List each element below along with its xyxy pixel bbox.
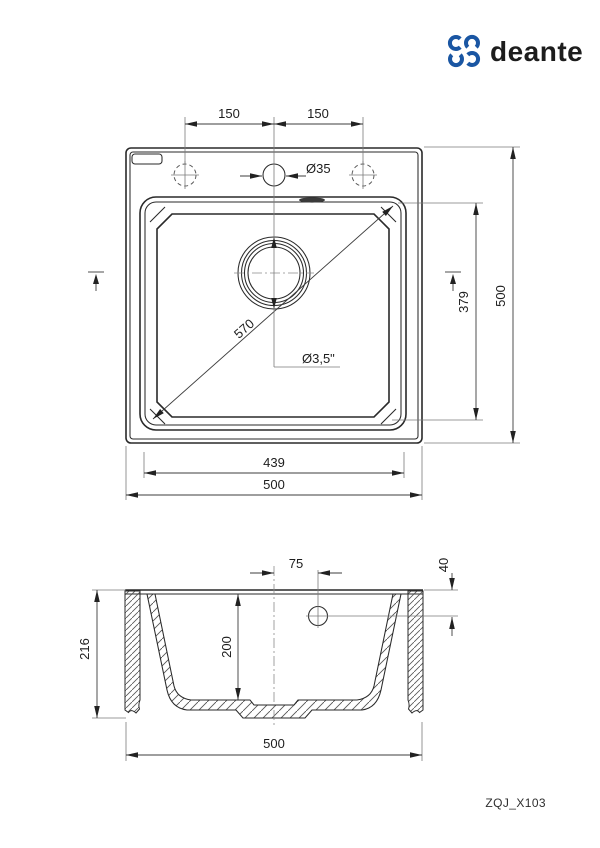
dim-bowl-inner-depth: 200: [219, 636, 234, 658]
overall-height-dimension: [77, 590, 126, 718]
rim-logo-badge: [132, 154, 162, 164]
section-overflow-hole: [306, 604, 458, 628]
dim-faucet-hole: Ø35: [306, 161, 331, 176]
top-view: [88, 106, 520, 500]
dim-section-width: 500: [263, 736, 285, 751]
dim-diagonal: 570: [230, 315, 258, 342]
brand-wordmark: deante: [490, 36, 584, 67]
dim-overflow-from-top: 40: [436, 557, 451, 573]
dim-hole-spacing-right: 150: [307, 106, 329, 121]
dim-bowl-depth: 379: [456, 291, 471, 313]
faucet-hole-optional-left: [171, 161, 199, 189]
dim-bowl-width: 439: [263, 455, 285, 470]
right-dimensions: [392, 147, 520, 443]
section-right-wall: [408, 591, 423, 713]
drawing-code: ZQJ_X103: [485, 796, 546, 810]
overflow-depth-dimension: [424, 558, 458, 636]
dim-overflow-offset: 75: [288, 556, 304, 571]
dim-drain-dia: Ø3,5": [302, 351, 335, 366]
overflow-slot: [299, 197, 325, 202]
center-mark-left: [88, 272, 104, 291]
deante-logo: [450, 36, 583, 67]
dim-overall-width: 500: [263, 477, 285, 492]
overflow-offset-dimension: [250, 556, 342, 604]
deante-logo-icon: [450, 37, 478, 65]
bottom-dimensions: [126, 446, 422, 500]
dim-hole-spacing-left: 150: [218, 106, 240, 121]
section-width-dimension: [126, 722, 422, 761]
bowl-depth-dimension: [219, 594, 238, 700]
drain-dimension: [271, 117, 340, 367]
section-left-wall: [125, 591, 140, 713]
faucet-hole-optional-right: [349, 161, 377, 189]
section-view: [77, 556, 458, 761]
dim-overall-height: 216: [77, 638, 92, 660]
center-mark-right: [445, 272, 461, 291]
diagonal-dimension-line: [153, 206, 393, 419]
dim-overall-depth: 500: [493, 285, 508, 307]
